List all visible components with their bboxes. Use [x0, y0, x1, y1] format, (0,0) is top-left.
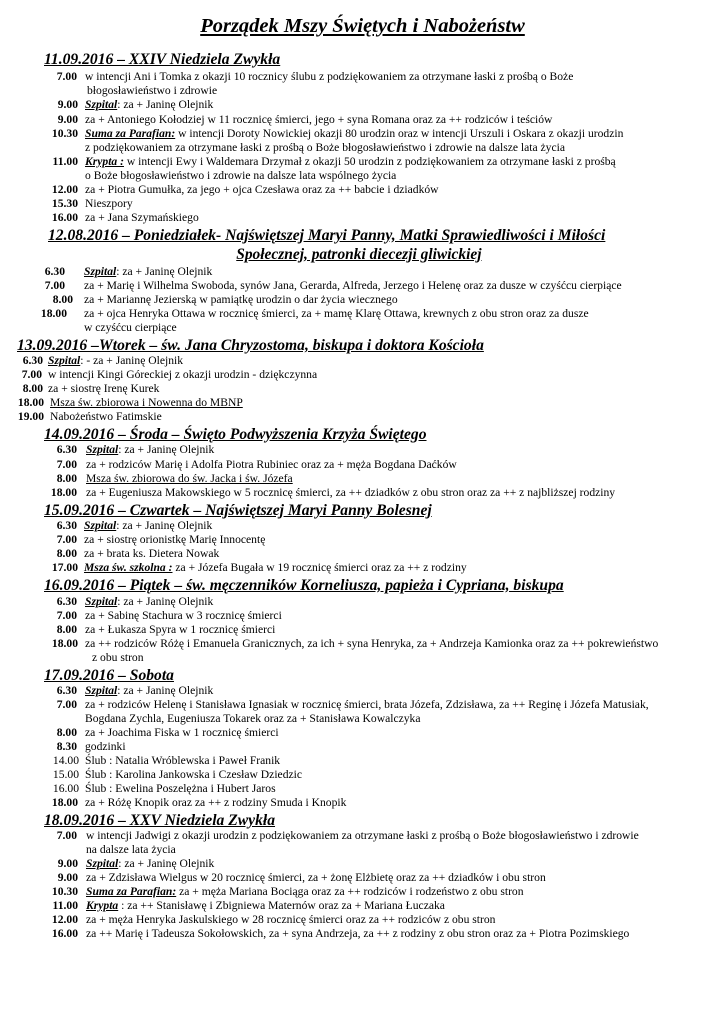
- day-heading: 16.09.2016 – Piątek – św. męczenników Korneliusza, papieża i Cypriana, biskupa: [44, 577, 564, 594]
- day-heading: 12.08.2016 – Poniedziałek- Najświętszej Maryi Panny, Matki Sprawiedliwości i Miłości: [48, 227, 606, 244]
- day-heading-continued: Społecznej, patronki diecezji gliwickiej: [236, 246, 482, 263]
- page-title: Porządek Mszy Świętych i Nabożeństw: [200, 15, 525, 37]
- day-heading: 17.09.2016 – Sobota: [44, 667, 174, 684]
- day-heading: 13.09.2016 –Wtorek – św. Jana Chryzostoma, biskupa i doktora Kościoła: [17, 337, 484, 354]
- day-heading: 15.09.2016 – Czwartek – Najświętszej Maryi Panny Bolesnej: [44, 502, 432, 519]
- day-heading: 11.09.2016 – XXIV Niedziela Zwykła: [44, 51, 281, 68]
- day-heading: 18.09.2016 – XXV Niedziela Zwykła: [44, 812, 276, 829]
- day-heading: 14.09.2016 – Środa – Święto Podwyższenia Krzyża Świętego: [44, 426, 427, 443]
- schedule-page: Porządek Mszy Świętych i Nabożeństw 11.09.2016 – XXIV Niedziela Zwykła 7.00 w intencji Ani i Tomka z okazji 10 rocznicy ślubu z podziękowaniem za otrzymane łaski z prośbą o Boże błogosławieństwo i zdrowie 9.00 Szpital: za + Janinę Olejnik 9.00 za + Antoniego Kołodziej w 11 rocznicę śmierci, jego + syna Romana oraz za ++ rodziców i teściów 10.30 Suma za Parafian: w intencji Doroty Nowickiej okazji 80 urodzin oraz w intencji Urszuli i Oskara z okazji urodzin z podziękowaniem za otrzymane łaski z prośbą o Boże błogosławieństwo i zdrowie na dalsze lata życia 11.00 Krypta : w intencji Ewy i Waldemara Drzymał z okazji 50 urodzin z podziękowaniem za otrzymane łaski z prośbą o Boże błogosławieństwo i zdrowie na dalsze lata wspólnego życia 12.00 za + Piotra Gumułka, za jego + ojca Czesława oraz za ++ babcie i dziadków 15.30 Nieszpory 16.00 za + Jana Szymańskiego 12.08.2016 – Poniedziałek- Najświętszej Maryi Panny, Matki Sprawiedliwości i Miłości Społecznej, patronki diecezji gliwickiej 6.30 Szpital: za + Janinę Olejnik 7.00 za + Marię i Wilhelma Swoboda, synów Jana, Gerarda, Alfreda, Jerzego i Helenę oraz za dusze w czyśćcu cierpiące 8.00 za + Mariannę Jezierską w pamiątkę urodzin o dar życia wiecznego 18.00 za + ojca Henryka Ottawa w rocznicę śmierci, za + mamę Klarę Ottawa, krewnych z obu stron oraz za dusze w czyśćcu cierpiące 13.09.2016 –Wtorek – św. Jana Chryzostoma, biskupa i doktora Kościoła 6.30 Szpital: - za + Janinę Olejnik 7.00 w intencji Kingi Góreckiej z okazji urodzin - dziękczynna 8.00 za + siostrę Irenę Kurek 18.00 Msza św. zbiorowa i Nowenna do MBNP 19.00 Nabożeństwo Fatimskie 14.09.2016 – Środa – Święto Podwyższenia Krzyża Świętego 6.30 Szpital: za + Janinę Olejnik 7.00 za + rodziców Marię i Adolfa Piotra Rubiniec oraz za + męża Bogdana Daćków 8.00 Msza św. zbiorowa do św. Jacka i św. Józefa 18.00 za + Eugeniusza Makowskiego w 5 rocznicę śmierci, za ++ dziadków z obu stron oraz za ++ z najbliższej rodziny 15.09.2016 – Czwartek – Najświętszej Maryi Panny Bolesnej 6.30 Szpital: za + Janinę Olejnik 7.00 za + siostrę orionistkę Marię Innocentę 8.00 za + brata ks. Dietera Nowak 17.00 Msza św. szkolna : za + Józefa Bugała w 19 rocznicę śmierci oraz za ++ z rodziny 16.09.2016 – Piątek – św. męczenników Korneliusza, papieża i Cypriana, biskupa 6.30 Szpital: za + Janinę Olejnik 7.00 za + Sabinę Stachura w 3 rocznicę śmierci 8.00 za + Łukasza Spyra w 1 rocznicę śmierci 18.00 za ++ rodziców Różę i Emanuela Granicznych, za ich + syna Henryka, za + Andrzeja Kamionka oraz za ++ pokrewieństwo z obu stron 17.09.2016 – Sobota 6.30 Szpital: za + Janinę Olejnik 7.00 za + rodziców Helenę i Stanisława Ignasiak w rocznicę śmierci, brata Józefa, Zdzisława, za ++ Reginę i Józefa Matusiak, Bogdana Zychla, Eugeniusza Tokarek oraz za + Stanisława Kowalczyka 8.00 za + Joachima Fiska w 1 rocznicę śmierci 8.30 godzinki 14.00 Ślub : Natalia Wróblewska i Paweł Franik 15.00 Ślub : Karolina Jankowska i Czesław Dziedzic 16.00 Ślub : Ewelina Poszelężna i Hubert Jaros 18.00 za + Różę Knopik oraz za ++ z rodziny Smuda i Knopik 18.09.2016 – XXV Niedziela Zwykła 7.00 w intencji Jadwigi z okazji urodzin z podziękowaniem za otrzymane łaski z prośbą o Boże błogosławieństwo i zdrowie na dalsze lata życia 9.00 Szpital: za + Janinę Olejnik 9.00 za + Zdzisława Wielgus w 20 rocznicę śmierci, za + żonę Elżbietę oraz za ++ dziadków i obu stron 10.30 Suma za Parafian: za + męża Mariana Bociąga oraz za ++ rodziców i rodzeństwo z obu stron 11.00 Krypta : za ++ Stanisławę i Zbigniewa Maternów oraz za + Mariana Łuczaka 12.00 za + męża Henryka Jaskulskiego w 28 rocznicę śmierci oraz za ++ rodziców z obu stron 16.00 za ++ Marię i Tadeusza Sokołowskich, za + syna Andrzeja, za ++ z rodziny z obu stron oraz za + Piotra Pozimskiego: [0, 0, 725, 1024]
